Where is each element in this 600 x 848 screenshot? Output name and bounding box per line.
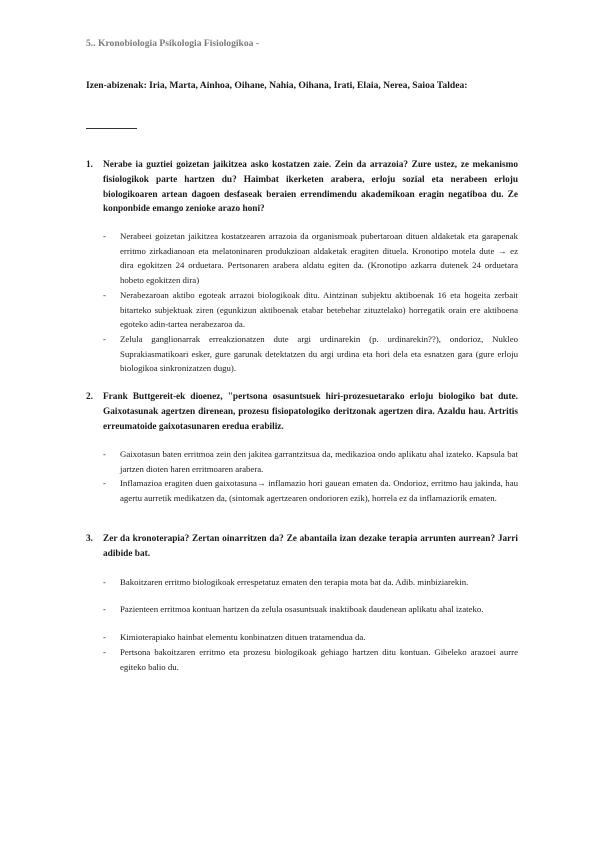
dash-marker: - [103, 577, 106, 587]
dash-marker: - [103, 290, 106, 300]
dash-marker: - [103, 478, 106, 488]
bullet-item: - Pertsona bakoitzaren erritmo eta prozesu biologikoak gehiago hartzen ditu kontuan. Gibeleko arazoei aurre egiteko balio du. [103, 647, 518, 672]
bullet-item: - Zelula ganglionarrak erreakzionatzen dute argi urdinarekin (p. urdinarekin??), ondorioz, Nukleo Suprakiasmatikoari esker, gure garunak detektatzen du argi urdina eta hori dela eta esnatzen gara (gure erloju biologikoa sinkronizatzen dugu). [103, 334, 518, 373]
question-number: 3. [86, 534, 93, 544]
bullet-item: - Nerabezaroan aktibo egoteak arrazoi biologikoak ditu. Aintzinan subjektu aktiboenak 16 eta hogeita zerbait bitarteko subjektuak ziren (egunkizun aktiboenak etabar betebehar zituztelako) horregatik orain ere aktiboena egoteko adin-tartea nerabezaroa da. [103, 290, 518, 329]
dash-marker: - [103, 334, 106, 344]
question-2 [86, 390, 518, 434]
question-number: 1. [86, 160, 93, 170]
bullet-item: - Bakoitzaren erritmo biologikoak errespetatuz ematen den terapia mota bat da. Adib. minbiziarekin. [103, 575, 518, 590]
dash-marker: - [103, 231, 106, 241]
authors-line: Izen-abizenak: Iria, Marta, Ainhoa, Oihane, Nahia, Oihana, Irati, Elaia, Nerea, Saioa Taldea: [86, 80, 468, 91]
bullet-item: - Nerabeei goizetan jaikitzea kostatzearen arrazoia da organismoak pubertaroan dituen aldaketak eta garapenak erritmo zirkadianoan eta melatoninaren produkzioan aldaketak eragiten dituela. Kronotipo motela dute → ez dira egokitzen 24 orduetara. Pertsonaren arabera aldatu egiten da. (Kronotipo azkarra dutenek 24 orduetara hobeto egokitzen dira) [103, 231, 518, 285]
bullet-item: - Gaixotasun baten erritmoa zein den jakitea garrantzitsua da, medikazioa ondo aplikatu ahal izateko. Kapsula bat jartzen dioten haren erritmoaren arabera. [103, 449, 518, 474]
bullet-item: - Pazienteen erritmoa kontuan hartzen da zelula osasuntsuak inaktiboak daudenean aplikatu ahal izateko. [103, 602, 518, 617]
dash-marker: - [103, 632, 106, 642]
short-rule [86, 128, 137, 129]
bullet-item: - Inflamazioa eragiten duen gaixotasuna→ inflamazio hori gauean ematen da. Ondorioz, erritmo hau jakinda, hau agertu aurretik medikatzen da, (sintomak agertzearen ondorioren ezik), horrela ez da inflamaziorik ematen. [103, 478, 518, 503]
question-3 [86, 532, 518, 562]
page-header: 5.. Kronobiologia Psikologia Fisiologikoa - [86, 38, 260, 49]
question-number: 2. [86, 392, 93, 402]
question-text: Zer da kronoterapia? Zertan oinarritzen da? Ze abantaila izan dezake terapia arrunten aurrean? Jarri adibide bat. [103, 534, 518, 559]
dash-marker: - [103, 604, 106, 614]
question-text: Frank Buttgereit-ek dioenez, "pertsona osasuntsuek hiri-prozesuetarako erloju biologiko bat dute. Gaixotasunak agertzen direnean, prozesu fisiopatologiko deritzonak agertzen dira. Azaldu hau. Artritis erreumatoide gaixotasunaren eredua erabiliz. [103, 392, 518, 432]
dash-marker: - [103, 449, 106, 459]
question-1 [86, 158, 518, 217]
question-text: Nerabe ia guztiei goizetan jaikitzea asko kostatzen zaie. Zein da arrazoia? Zure ustez, ze mekanismo fisiologikok parte hartzen du? Haimbat ikerketen arabera, erloju sozial eta nerabeen erloju biologikoaren artean dagoen desfaseak beraien errendimendu akademikoan eragin negatiboa du. Ze konponbide emango zenioke arazo honi? [103, 160, 518, 215]
bullet-item: - Kimioterapiako hainbat elementu konbinatzen dituen tratamendua da. [103, 630, 518, 645]
dash-marker: - [103, 647, 106, 657]
